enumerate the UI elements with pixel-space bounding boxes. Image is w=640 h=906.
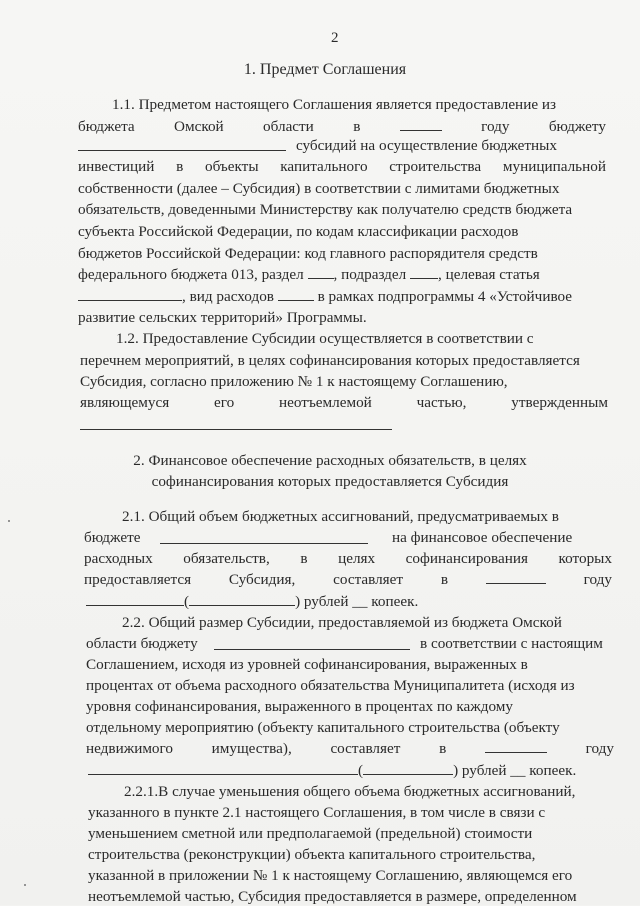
- word: неотъемлемой: [279, 394, 372, 411]
- word: утвержденным: [511, 394, 608, 411]
- paragraph-line: бюджете: [84, 529, 141, 546]
- text: ) рублей __ копеек.: [295, 593, 419, 610]
- paragraph-line: бюджетов Российской Федерации: код главного распорядителя средств: [78, 245, 538, 262]
- blank-target-article: [78, 288, 182, 301]
- blank-amount: [88, 762, 358, 775]
- word: расходных: [84, 550, 153, 567]
- word: целях: [338, 550, 376, 567]
- paragraph-line: [78, 118, 606, 136]
- paragraph-line: [84, 550, 612, 568]
- blank-year: [486, 571, 546, 584]
- word: году: [585, 740, 614, 757]
- paragraph-line: обязательств, доведенными Министерству как получателю средств бюджета: [78, 201, 573, 218]
- paragraph-line: [78, 158, 606, 176]
- section-1-title: 1. Предмет Соглашения: [243, 61, 407, 78]
- text: федерального бюджета 013, раздел: [78, 266, 304, 283]
- paragraph-line: процентах от объема расходного обязательства Муниципалитета (исходя из: [86, 677, 575, 694]
- paragraph-line: указанной в приложении № 1 к настоящему Соглашению, являющемся его: [88, 867, 573, 884]
- blank-field: [80, 429, 392, 430]
- paragraph-line: уменьшением сметной или предполагаемой (предельной) стоимости: [88, 825, 533, 842]
- text: , целевая статья: [438, 266, 540, 283]
- blank-year: [485, 740, 547, 753]
- paragraph-line: собственности (далее – Субсидия) в соответствии с лимитами бюджетных: [78, 180, 560, 197]
- word: инвестиций: [78, 158, 155, 175]
- word: Омской: [174, 118, 224, 135]
- word: в: [176, 158, 184, 175]
- word: году: [583, 571, 612, 588]
- word: бюджета: [78, 118, 135, 135]
- paragraph-line: [78, 288, 572, 306]
- paragraph-line: Субсидия, согласно приложению № 1 к настоящему Соглашению,: [80, 373, 508, 390]
- paragraph-line: в соответствии с настоящим: [420, 635, 603, 652]
- blank-subsection: [410, 266, 438, 279]
- paragraph-line: ( ) рублей __ копеек.: [88, 762, 576, 780]
- text: , вид расходов: [182, 288, 274, 305]
- paragraph-line: уровня софинансирования, выраженного в процентах по каждому: [86, 698, 513, 715]
- blank-amount: [86, 593, 184, 606]
- paragraph-line: 2.2. Общий размер Субсидии, предоставляемой из бюджета Омской: [122, 614, 562, 631]
- section-2-title: софинансирования которых предоставляется Субсидия: [151, 473, 509, 490]
- blank-year: [400, 118, 442, 131]
- paragraph-line: ( ) рублей __ копеек.: [86, 593, 418, 611]
- paragraph-line: строительства (реконструкции) объекта капитального строительства,: [88, 846, 536, 863]
- paragraph-line: перечнем мероприятий, в целях софинансирования которых предоставляется: [80, 352, 580, 369]
- blank-expense-type: [278, 288, 314, 301]
- word: являющемуся: [80, 394, 170, 411]
- word: софинансирования: [405, 550, 528, 567]
- paragraph-line: области бюджету: [86, 635, 198, 652]
- paragraph-line: отдельному мероприятию (объекту капитального строительства (объекту: [86, 719, 560, 736]
- word: в: [440, 571, 449, 588]
- word: предоставляется: [84, 571, 192, 588]
- paragraph-line: 2.2.1.В случае уменьшения общего объема бюджетных ассигнований,: [124, 783, 576, 800]
- word: муниципальной: [502, 158, 606, 175]
- word: области: [263, 118, 314, 135]
- word: в: [300, 550, 308, 567]
- word: строительства: [389, 158, 482, 175]
- paragraph-line: развитие сельских территорий» Программы.: [78, 309, 367, 326]
- paragraph-line: на финансовое обеспечение: [392, 529, 573, 546]
- paragraph-line: субъекта Российской Федерации, по кодам классификации расходов: [78, 223, 519, 240]
- scan-speck: [8, 520, 10, 522]
- blank-section: [308, 266, 334, 279]
- blank-amount-words: [363, 762, 453, 775]
- word: составляет: [330, 740, 401, 757]
- blank-field: [78, 150, 286, 151]
- word: Субсидия,: [228, 571, 296, 588]
- paragraph-line: [78, 266, 540, 284]
- paragraph-line: [80, 394, 608, 412]
- text: в рамках подпрограммы 4 «Устойчивое: [317, 288, 573, 305]
- word: частью,: [416, 394, 467, 411]
- word: году: [481, 118, 510, 135]
- text: , подраздел: [333, 266, 407, 283]
- section-2-title: 2. Финансовое обеспечение расходных обязательств, в целях: [133, 452, 527, 469]
- word: объекты: [204, 158, 259, 175]
- paragraph-line: 1.2. Предоставление Субсидии осуществляется в соответствии с: [116, 330, 534, 347]
- word: недвижимого: [86, 740, 173, 757]
- paragraph-line: неотъемлемой частью, Субсидия предоставляется в размере, определенном: [88, 888, 577, 905]
- paragraph-line: 1.1. Предметом настоящего Соглашения является предоставление из: [112, 96, 556, 113]
- paragraph-line: [86, 740, 614, 758]
- paragraph-line: 2.1. Общий объем бюджетных ассигнований, предусматриваемых в: [122, 508, 559, 525]
- paragraph-line: [84, 571, 612, 589]
- word: в: [439, 740, 447, 757]
- paragraph-line: указанного в пункте 2.1 настоящего Соглашения, в том числе в связи с: [88, 804, 546, 821]
- text: ) рублей __ копеек.: [453, 762, 577, 779]
- word: в: [353, 118, 361, 135]
- blank-budget: [160, 543, 368, 544]
- scan-speck: [24, 884, 26, 886]
- word: бюджету: [548, 118, 606, 135]
- word: которых: [558, 550, 612, 567]
- word: имущества),: [211, 740, 292, 757]
- word: его: [214, 394, 235, 411]
- paragraph-line: Соглашением, исходя из уровней софинансирования, выраженных в: [86, 656, 528, 673]
- word: составляет: [333, 571, 404, 588]
- word: обязательств,: [183, 550, 270, 567]
- blank-amount-words: [189, 593, 295, 606]
- paragraph-line: субсидий на осуществление бюджетных: [296, 137, 557, 154]
- page-number: 2: [331, 30, 339, 46]
- blank-budget: [214, 649, 410, 650]
- word: капитального: [280, 158, 368, 175]
